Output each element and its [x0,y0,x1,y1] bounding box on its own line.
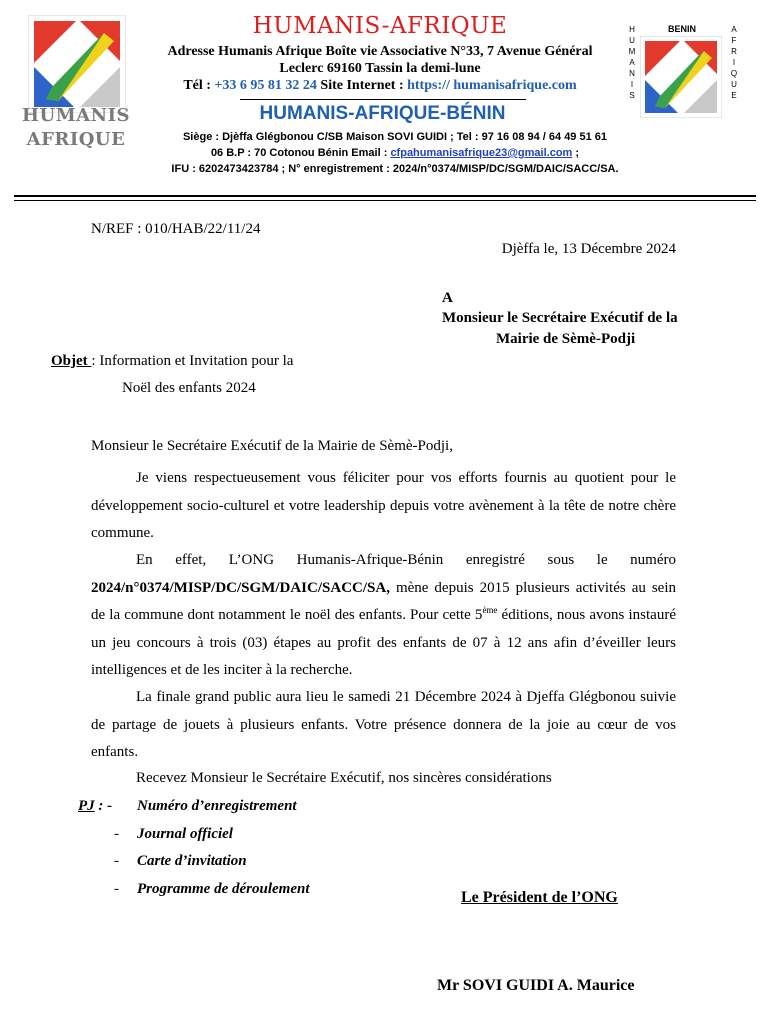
attachments-label: PJ [78,798,95,814]
seat-line: Siège : Djèffa Glégbonou C/SB Maison SOVI GUIDI ; Tel : 97 16 08 94 / 64 49 51 61 [182,131,608,143]
subject-text-2: Noël des enfants 2024 [122,380,256,396]
paragraph-2-text-a: En effet, L’ONG Humanis-Afrique-Bénin enregistré sous le numéro [136,552,676,568]
subject-line [51,351,293,371]
subject-label: Objet [51,353,92,369]
signature-title: Le Président de l’ONG [461,889,618,906]
paragraph-3 [91,684,676,767]
org-title: HUMANIS-AFRIQUE [252,13,508,39]
recipient-line-1: Monsieur le Secrétaire Exécutif de la [442,310,678,326]
closing-line: Recevez Monsieur le Secrétaire Exécutif, nos sincères considérations [136,770,552,786]
vertical-letter: U [731,80,737,89]
attachment-item: Journal officiel [137,826,233,842]
vertical-letter: A [731,25,737,34]
salutation: Monsieur le Secrétaire Exécutif de la Mairie de Sèmè-Podji, [91,438,453,454]
vertical-letter: Q [730,69,738,78]
attachment-dash: - [114,826,119,842]
subject-text-1: : Information et Invitation pour la [91,353,294,369]
attachment-item: Carte d’invitation [137,853,247,869]
humanis-afrique-benin-logo [640,36,722,118]
logo-right-benin-label: BENIN [668,24,697,34]
vertical-letter: E [731,91,737,100]
vertical-letter: I [732,58,736,67]
site-label: Site Internet : [316,78,408,93]
header-rule-thick [14,195,756,197]
paragraph-1-text: Je viens respectueusement vous féliciter pour vos efforts fournis au quotient pour le développement socio-culturel et votre leadership depuis votre avènement à la tête de notre chère commune. [91,470,676,542]
recipient-line-2: Mairie de Sèmè-Podji [496,331,636,347]
header-divider [240,99,526,100]
paragraph-1 [91,465,676,548]
email-link[interactable]: cfpahumanisafrique23@gmail.com [390,147,573,159]
vertical-letter: M [628,47,636,56]
vertical-letter: U [629,36,635,45]
attachment-dash: - [114,881,119,897]
humanis-afrique-logo [28,15,126,113]
vertical-letter: N [629,69,635,78]
vertical-letter: I [630,80,634,89]
attachment-dash: - [114,853,119,869]
header-rule-thin [14,200,756,201]
date-line: Djèffa le, 13 Décembre 2024 [501,241,676,257]
paragraph-3-text: La finale grand public aura lieu le samedi 21 Décembre 2024 à Djeffa Glégbonou suivie de partage de jouets à plusieurs enfants. Votre présence donnera de la joie au cœur de vos enfants. [91,689,676,761]
logo-left-text-2: AFRIQUE [26,129,126,150]
paragraph-2-text-c: éditions, nous avons instauré un jeu concours à trois (03) étapes au profit des enfants de 07 à 12 ans afin d’éveiller leurs intelligences et de les inciter à la recherche. [91,607,676,679]
paragraph-2-text-b: mène depuis 2015 plusieurs activités au sein de la commune dont notamment le noël des enfants. Pour cette 5 [91,579,676,624]
signature-name: Mr SOVI GUIDI A. Maurice [437,977,635,994]
reference: N/REF : 010/HAB/22/11/24 [91,221,261,237]
attachment-item: Numéro d’enregistrement [137,798,297,814]
vertical-letter: H [629,25,635,34]
vertical-letter: F [731,36,737,45]
attachments-separator: : - [94,798,113,814]
bp-email-line [100,145,690,161]
registration-number: 2024/n°0374/MISP/DC/SGM/DAIC/SACC/SA, [91,579,390,596]
logo-right-vertical-left [627,24,637,101]
address-line-2: Leclerc 69160 Tassin la demi-lune [279,61,481,76]
vertical-letter: R [731,47,737,56]
address-line-1: Adresse Humanis Afrique Boîte vie Associative N°33, 7 Avenue Général [167,44,593,59]
logo-right-vertical-right [729,24,739,101]
attachments-first-line [78,796,112,816]
vertical-letter: S [629,91,635,100]
contact-line [130,77,630,94]
tel-value: +33 6 95 81 32 24 [214,78,317,93]
paragraph-2 [91,547,676,685]
site-link[interactable]: https:// humanisafrique.com [407,78,577,93]
vertical-letter: A [629,58,635,67]
bp-text: 06 B.P : 70 Cotonou Bénin Email : [210,147,391,159]
logo-left-text-1: HUMANIS [22,105,130,126]
attachment-item: Programme de déroulement [137,881,310,897]
ifu-line: IFU : 6202473423784 ; N° enregistrement : 2024/n°0374/MISP/DC/SGM/DAIC/SACC/SA. [171,163,619,175]
email-suffix: ; [572,147,580,159]
org-subtitle: HUMANIS-AFRIQUE-BÉNIN [259,103,506,124]
recipient-a: A [442,290,453,306]
tel-label: Tél : [183,78,215,93]
ordinal-superscript: ème [482,605,498,616]
